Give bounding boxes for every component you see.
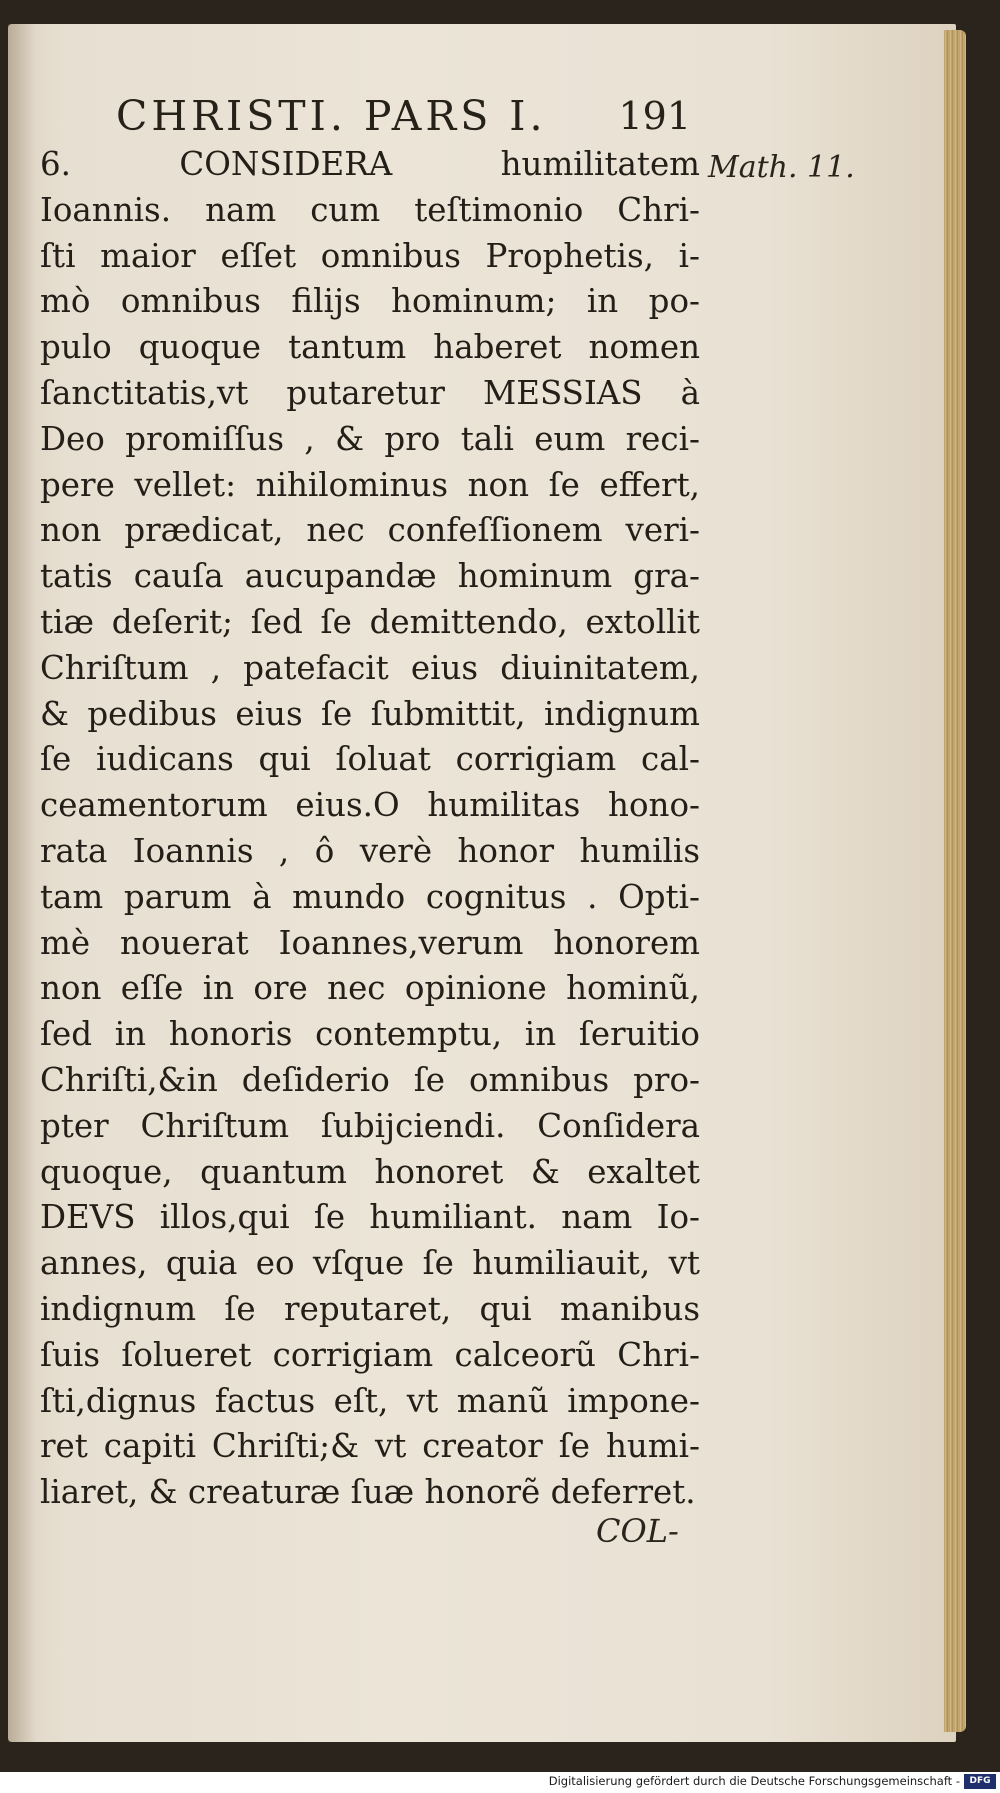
- text-line: annes, quia eo vſque ſe humiliauit, vt: [40, 1244, 700, 1283]
- text-line: ſe iudicans qui ſoluat corrigiam cal-: [40, 740, 700, 779]
- text-line: tam parum à mundo cognitus . Opti-: [40, 877, 700, 916]
- margin-note: Math. 11.: [708, 150, 855, 185]
- text-line: indignum ſe reputaret, qui manibus: [40, 1289, 700, 1328]
- text-line: tatis cauſa aucupandæ hominum gra-: [40, 557, 700, 596]
- page-fore-edge: [944, 30, 966, 1732]
- text-line: tiæ deſerit; ſed ſe demittendo, extollit: [40, 602, 700, 641]
- text-line: liaret, & creaturæ ſuæ honorẽ deferret.: [40, 1473, 696, 1512]
- funding-credit: Digitalisierung gefördert durch die Deutsche Forschungsgemeinschaft -: [548, 1774, 960, 1788]
- text-line: DEVS illos,qui ſe humiliant. nam Io-: [40, 1198, 700, 1237]
- body-text: [40, 142, 700, 1516]
- text-line: ſti,dignus factus eſt, vt manũ impone-: [40, 1381, 700, 1420]
- text-line: ſuis ſolueret corrigiam calceorũ Chri-: [40, 1335, 700, 1374]
- running-head: [116, 92, 691, 142]
- text-line: pter Chriſtum ſubijciendi. Conſidera: [40, 1106, 700, 1145]
- text-line: non prædicat, nec confeſſionem veri-: [40, 511, 700, 550]
- text-line: Chriſtum , patefacit eius diuinitatem,: [40, 648, 700, 687]
- text-line: pere vellet: nihilominus non ſe effert,: [40, 465, 700, 504]
- text-line: Deo promiſſus , & pro tali eum reci-: [40, 419, 700, 458]
- dfg-logo-icon: DFG: [964, 1774, 996, 1789]
- text-line: ſed in honoris contemptu, in ſeruitio: [40, 1015, 700, 1054]
- text-line: 6. CONSIDERA humilitatem: [40, 145, 700, 183]
- text-line: pulo quoque tantum haberet nomen: [40, 328, 700, 367]
- text-line: quoque, quantum honoret & exaltet: [40, 1152, 700, 1191]
- text-line: ſti maior eſſet omnibus Prophetis, i-: [40, 236, 700, 275]
- text-line: ret capiti Chriſti;& vt creator ſe humi-: [40, 1427, 700, 1466]
- text-line: & pedibus eius ſe ſubmittit, indignum: [40, 694, 700, 733]
- digitization-footer: [0, 1772, 1000, 1793]
- catchword: COL-: [596, 1512, 679, 1550]
- text-line: mò omnibus filijs hominum; in po-: [40, 282, 700, 321]
- text-line: ſanctitatis,vt putaretur MESSIAS à: [40, 373, 700, 412]
- text-line: rata Ioannis , ô verè honor humilis: [40, 831, 700, 870]
- text-line: mè nouerat Ioannes,verum honorem: [40, 923, 700, 962]
- running-head-title: CHRISTI. PARS I.: [116, 92, 547, 140]
- text-line: Chriſti,&in deſiderio ſe omnibus pro-: [40, 1060, 700, 1099]
- page-number: 191: [618, 94, 691, 138]
- text-line: ceamentorum eius.O humilitas hono-: [40, 786, 700, 825]
- text-line: Ioannis. nam cum teſtimonio Chri-: [40, 190, 700, 229]
- gutter-shadow: [8, 24, 36, 1742]
- text-line: non eſſe in ore nec opinione hominũ,: [40, 969, 700, 1008]
